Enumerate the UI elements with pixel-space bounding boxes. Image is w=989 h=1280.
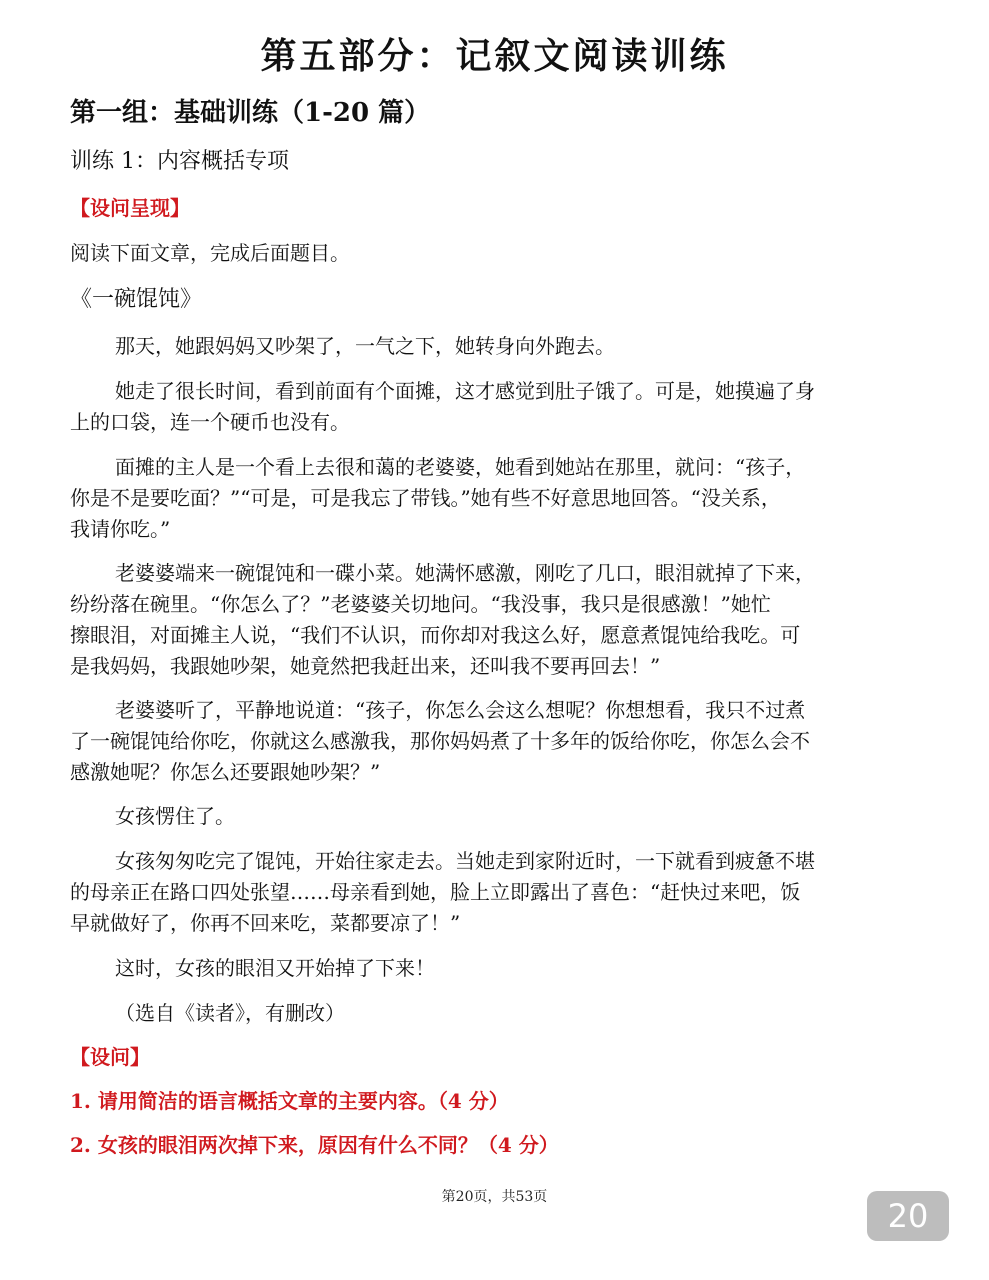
passage-line: 感激她呢？你怎么还要跟她吵架？”	[70, 760, 381, 784]
passage-line: 上的口袋，连一个硬币也没有。	[70, 410, 350, 434]
passage-line: 纷纷落在碗里。“你怎么了？”老婆婆关切地问。“我没事，我只是很感激！”她忙	[70, 592, 771, 616]
story-title: 《一碗馄饨》	[70, 287, 203, 312]
group-title: 第一组：基础训练（1-20 篇）	[70, 98, 431, 128]
passage-line: 老婆婆听了，平静地说道：“孩子，你怎么会这么想呢？你想想看，我只不过煮	[115, 698, 806, 722]
page-title: 第五部分：记叙文阅读训练	[260, 35, 729, 77]
page-footer: 第20页，共53页	[441, 1189, 548, 1205]
passage-line: 我请你吃。”	[70, 517, 171, 541]
passage-line: 这时，女孩的眼泪又开始掉了下来！	[115, 956, 435, 980]
instruction-text: 阅读下面文章，完成后面题目。	[70, 241, 350, 265]
source-note: （选自《读者》，有删改）	[115, 1001, 345, 1025]
passage-line: 是我妈妈，我跟她吵架，她竟然把我赶出来，还叫我不要再回去！”	[70, 654, 661, 678]
passage-line: 那天，她跟妈妈又吵架了，一气之下，她转身向外跑去。	[115, 334, 615, 358]
passage-line: 早就做好了，你再不回来吃，菜都要凉了！”	[70, 911, 461, 935]
page-number-badge: 20	[867, 1191, 949, 1241]
section-heading-questions: 【设问】	[70, 1045, 150, 1069]
question-1: 1. 请用简洁的语言概括文章的主要内容。（4 分）	[70, 1089, 509, 1113]
question-2: 2. 女孩的眼泪两次掉下来，原因有什么不同？（4 分）	[70, 1133, 559, 1157]
passage-line: 她走了很长时间，看到前面有个面摊，这才感觉到肚子饿了。可是，她摸遍了身	[115, 379, 815, 403]
training-title: 训练 1：内容概括专项	[70, 149, 289, 174]
passage-line: 面摊的主人是一个看上去很和蔼的老婆婆，她看到她站在那里，就问：“孩子，	[115, 455, 806, 479]
passage-line: 的母亲正在路口四处张望……母亲看到她，脸上立即露出了喜色：“赶快过来吧，饭	[70, 880, 801, 904]
passage-line: 女孩愣住了。	[115, 804, 235, 828]
passage-line: 了一碗馄饨给你吃，你就这么感激我，那你妈妈煮了十多年的饭给你吃，你怎么会不	[70, 729, 810, 753]
passage-line: 老婆婆端来一碗馄饨和一碟小菜。她满怀感激，刚吃了几口，眼泪就掉了下来，	[115, 561, 815, 585]
passage-line: 女孩匆匆吃完了馄饨，开始往家走去。当她走到家附近时，一下就看到疲惫不堪	[115, 849, 815, 873]
passage-line: 擦眼泪，对面摊主人说，“我们不认识，而你却对我这么好，愿意煮馄饨给我吃。可	[70, 623, 801, 647]
section-heading-present: 【设问呈现】	[70, 196, 190, 220]
passage-line: 你是不是要吃面？”“可是，可是我忘了带钱。”她有些不好意思地回答。“没关系，	[70, 486, 781, 510]
